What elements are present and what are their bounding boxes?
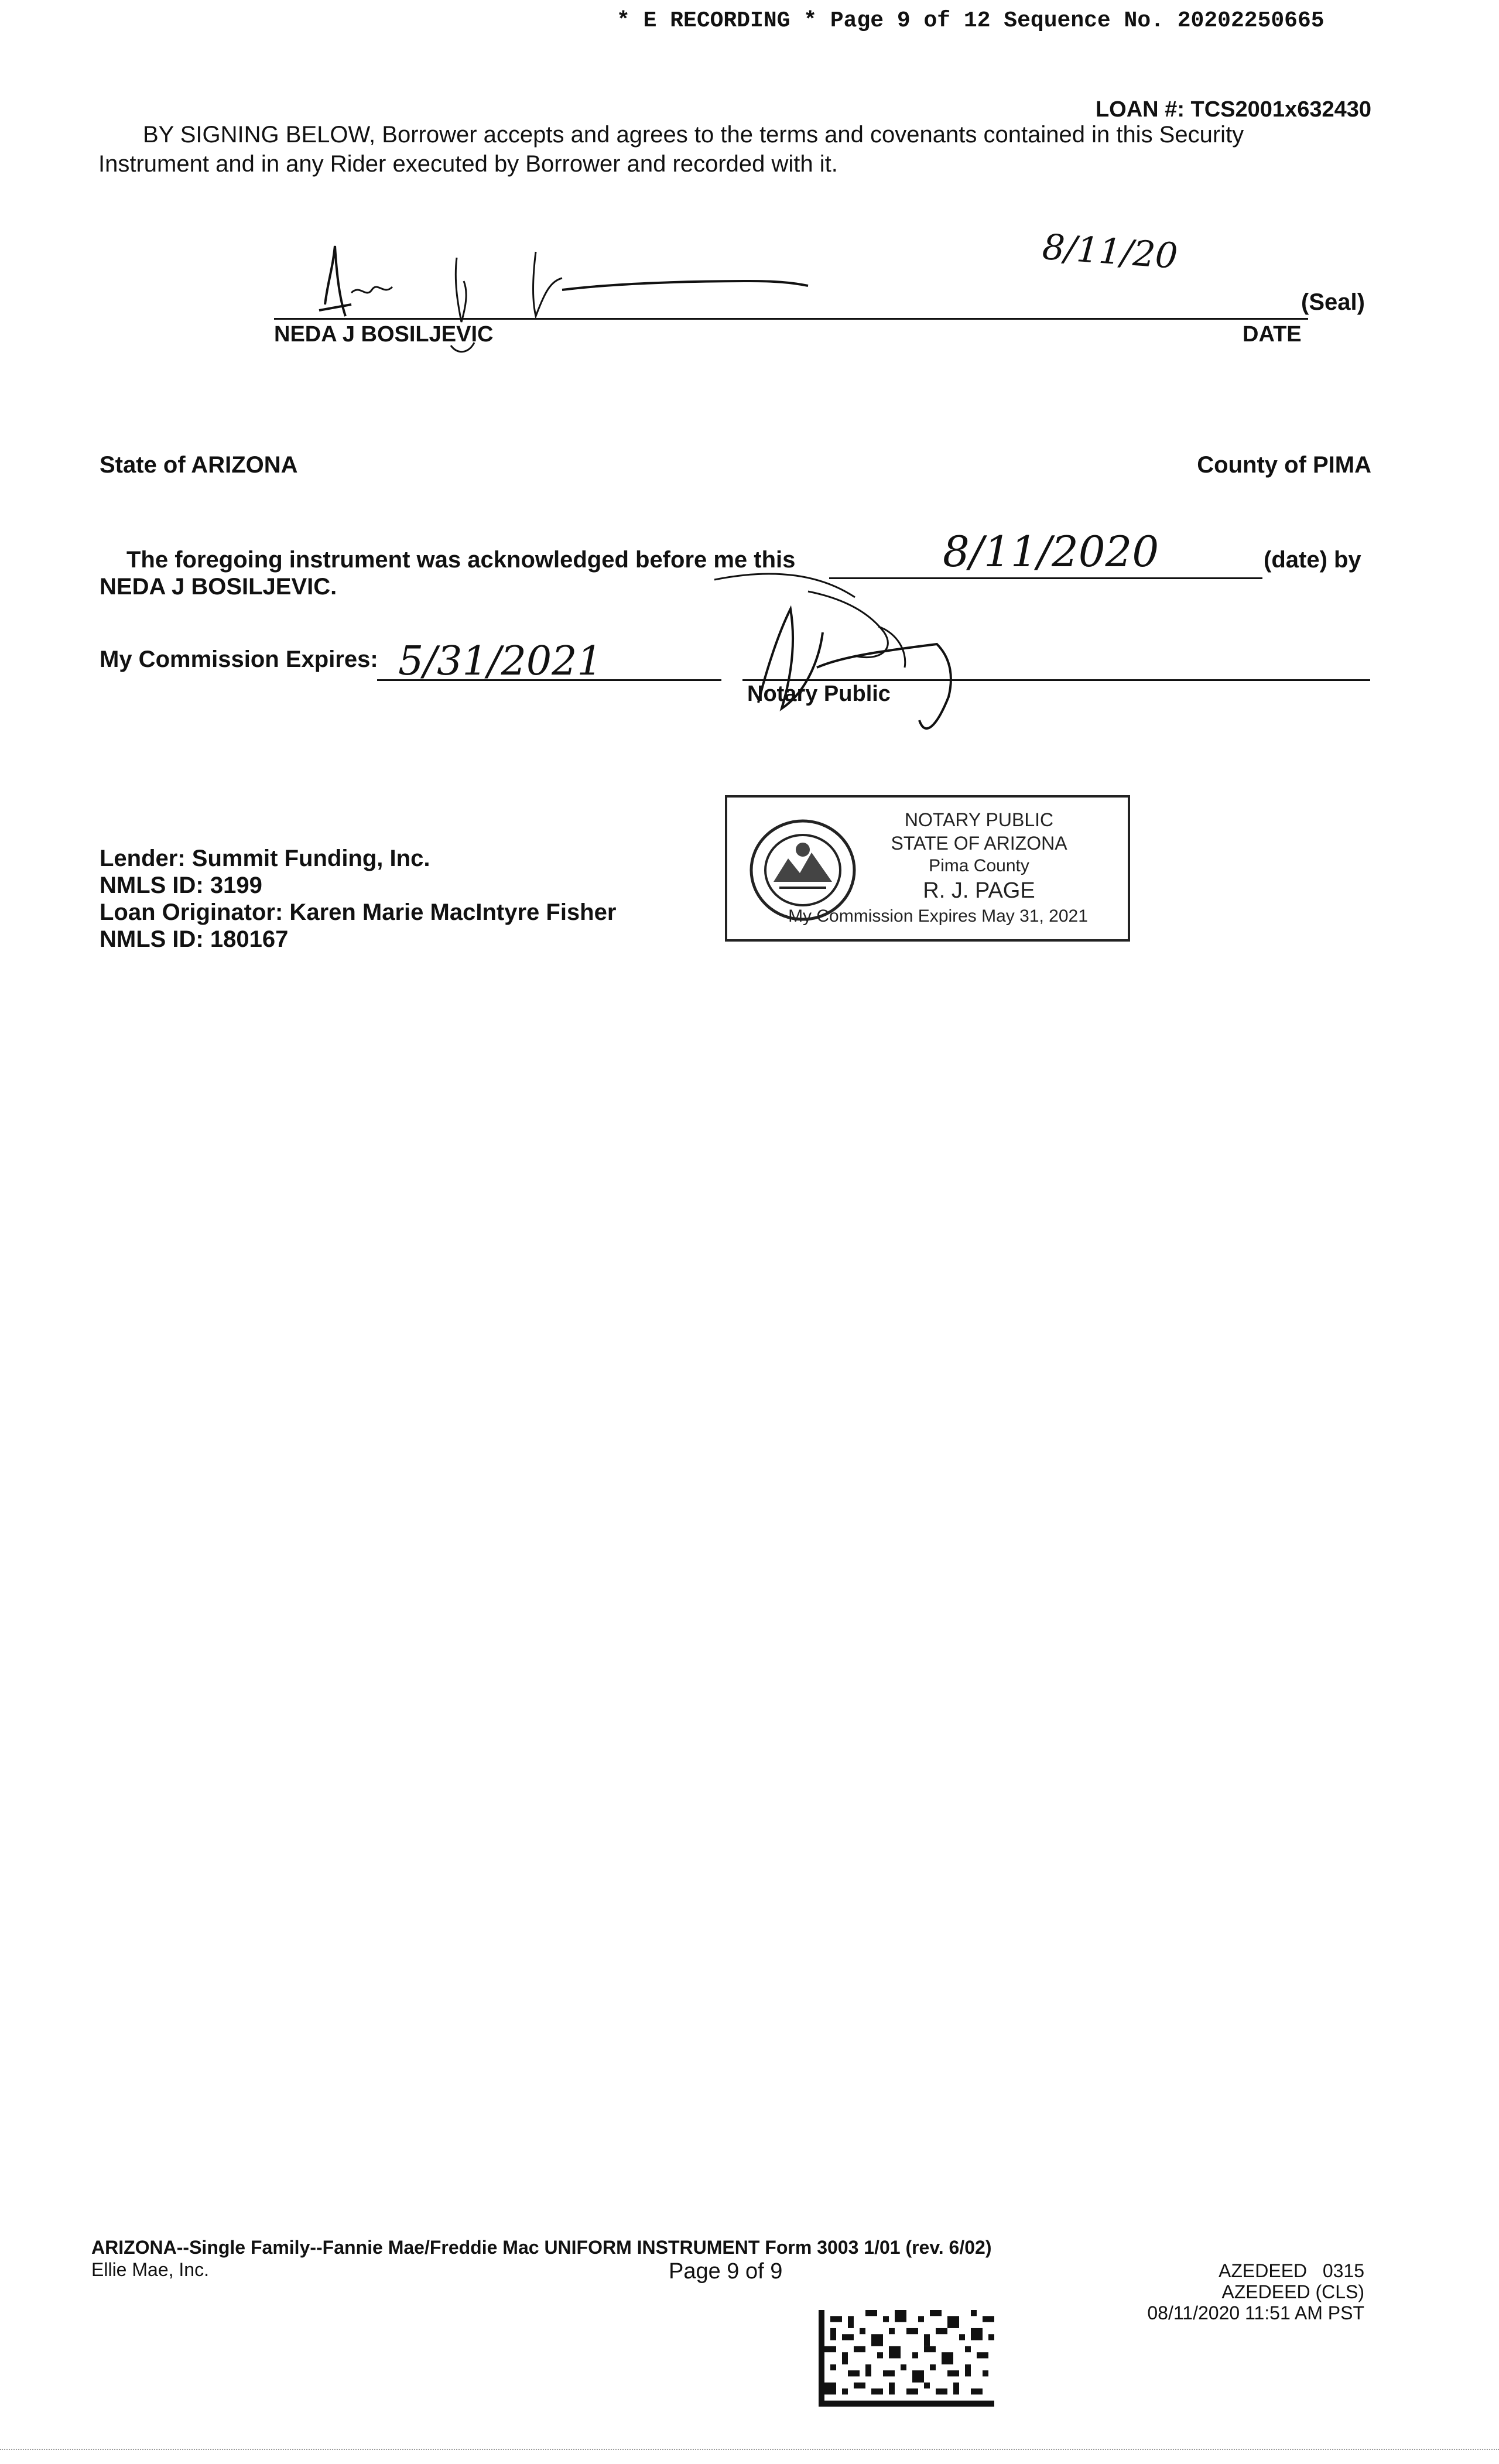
date-label: DATE bbox=[1243, 322, 1302, 347]
loan-number: LOAN #: TCS2001x632430 bbox=[1095, 97, 1371, 122]
footer-timestamp: 08/11/2020 11:51 AM PST bbox=[1147, 2302, 1364, 2323]
barcode-icon bbox=[819, 2310, 994, 2407]
footer-page-number: Page 9 of 9 bbox=[669, 2259, 783, 2284]
acknowledgment-line-1: The foregoing instrument was acknowledged before me this bbox=[126, 547, 796, 573]
borrower-signature-line bbox=[274, 318, 1308, 320]
notary-public-label: Notary Public bbox=[747, 682, 891, 706]
footer-vendor: Ellie Mae, Inc. bbox=[91, 2259, 209, 2280]
borrower-handwritten-date: 8/11/20 bbox=[1041, 227, 1179, 277]
recording-header: * E RECORDING * Page 9 of 12 Sequence No. 20202250665 bbox=[617, 8, 1325, 33]
stamp-line-5: My Commission Expires May 31, 2021 bbox=[788, 906, 1088, 926]
loan-originator: Loan Originator: Karen Marie MacIntyre Fisher bbox=[100, 899, 617, 925]
stamp-line-1: NOTARY PUBLIC bbox=[904, 809, 1054, 830]
originator-nmls: NMLS ID: 180167 bbox=[100, 926, 289, 952]
state-label: State of ARIZONA bbox=[100, 452, 298, 478]
intro-line-1: BY SIGNING BELOW, Borrower accepts and agrees to the terms and covenants contained in this Security bbox=[143, 122, 1244, 148]
footer-form-title: ARIZONA--Single Family--Fannie Mae/Freddie Mac UNIFORM INSTRUMENT Form 3003 1/01 (rev. 6/02) bbox=[91, 2237, 992, 2258]
acknowledgment-line-2: NEDA J BOSILJEVIC. bbox=[100, 574, 337, 600]
county-label: County of PIMA bbox=[1197, 452, 1371, 478]
notary-signature bbox=[703, 562, 1031, 761]
acknowledgment-handwritten-date: 8/11/2020 bbox=[943, 527, 1159, 576]
borrower-name: NEDA J BOSILJEVIC bbox=[274, 322, 494, 347]
footer-code-1: AZEDEED 0315 bbox=[1219, 2260, 1364, 2281]
lender-nmls: NMLS ID: 3199 bbox=[100, 872, 262, 898]
stamp-line-4: R. J. PAGE bbox=[923, 878, 1035, 903]
stamp-line-3: Pima County bbox=[929, 856, 1029, 875]
commission-label: My Commission Expires: bbox=[100, 646, 378, 672]
notary-stamp bbox=[725, 795, 1130, 942]
date-by-label: (date) by bbox=[1264, 547, 1361, 573]
lender-line-1: Lender: Summit Funding, Inc. bbox=[100, 846, 430, 871]
seal-label: (Seal) bbox=[1301, 289, 1365, 315]
intro-line-2: Instrument and in any Rider executed by Borrower and recorded with it. bbox=[98, 151, 838, 177]
stamp-line-2: STATE OF ARIZONA bbox=[891, 833, 1067, 854]
footer-code-2: AZEDEED (CLS) bbox=[1221, 2281, 1364, 2302]
commission-handwritten-date: 5/31/2021 bbox=[398, 638, 603, 685]
scan-border bbox=[0, 2449, 1499, 2450]
